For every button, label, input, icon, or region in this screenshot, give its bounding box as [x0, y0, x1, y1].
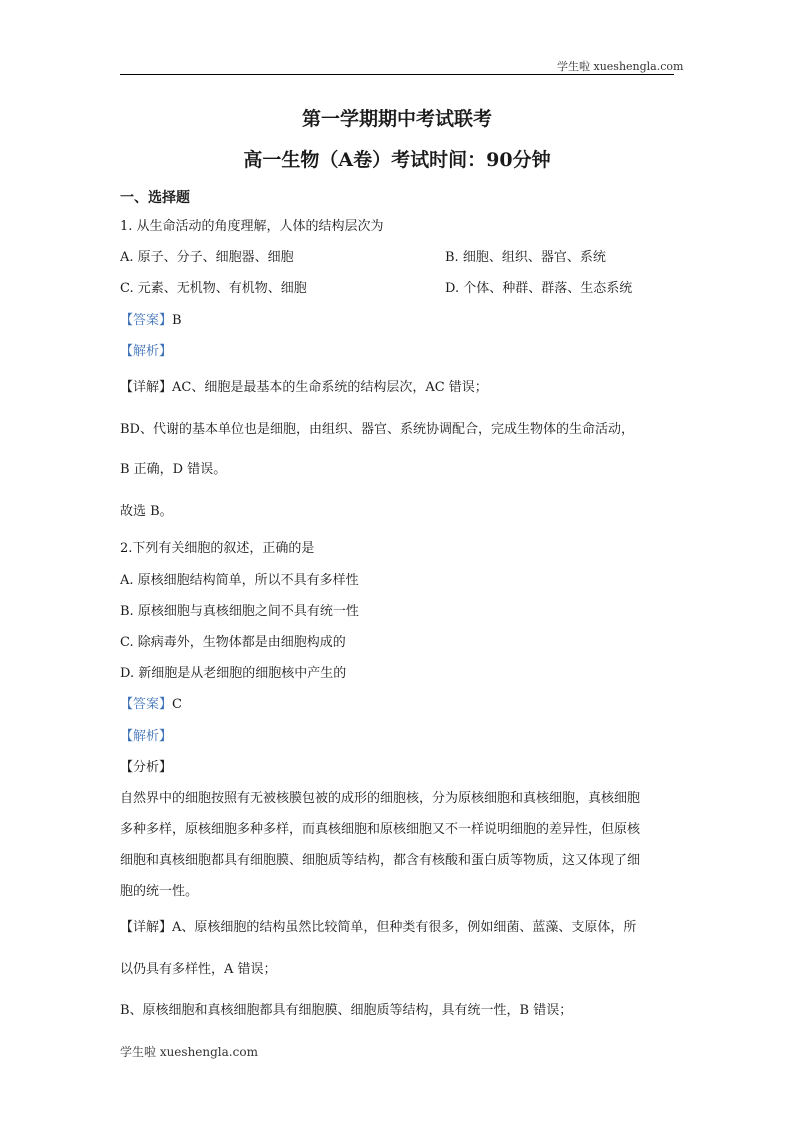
q1-answer	[120, 314, 182, 327]
q2-fenxi-tag: 【分析】	[120, 760, 173, 775]
section-heading: 一、选择题	[120, 190, 190, 206]
q2-answer	[120, 698, 182, 711]
q1-detail-line-3: B 正确，D 错误。	[120, 462, 227, 477]
q2-option-a: A. 原核细胞结构简单，所以不具有多样性	[120, 573, 359, 588]
q2-analysis-line: 多种多样，原核细胞多种多样，而真核细胞和原核细胞又不一样说明细胞的差异性，但原核	[120, 822, 641, 837]
q2-answer-tag: 【答案】	[120, 697, 173, 712]
q1-option-c: C. 元素、无机物、有机物、细胞	[120, 281, 307, 296]
q1-analysis-tag: 【解析】	[120, 344, 173, 359]
q2-answer-value: C	[172, 697, 182, 712]
q2-analysis-line: 细胞和真核细胞都具有细胞膜、细胞质等结构，都含有核酸和蛋白质等物质，这又体现了细	[120, 853, 641, 868]
q1-answer-tag: 【答案】	[120, 313, 173, 328]
q2-option-b: B. 原核细胞与真核细胞之间不具有统一性	[120, 604, 359, 619]
q2-detail-line-2: 以仍具有多样性，A 错误；	[120, 962, 277, 977]
q1-stem: 1. 从生命活动的角度理解，人体的结构层次为	[120, 219, 384, 234]
page-subtitle: 高一生物（A卷）考试时间：90分钟	[243, 149, 551, 171]
q2-analysis-tag: 【解析】	[120, 729, 173, 744]
q2-option-c: C. 除病毒外，生物体都是由细胞构成的	[120, 635, 346, 650]
header-site: 学生啦 xueshengla.com	[557, 60, 684, 73]
q1-answer-value: B	[172, 313, 182, 328]
q2-option-d: D. 新细胞是从老细胞的细胞核中产生的	[120, 666, 347, 681]
q2-detail-line-1: 【详解】A、原核细胞的结构虽然比较简单，但种类有很多，例如细菌、蓝藻、支原体，所	[120, 920, 637, 935]
q2-stem: 2.下列有关细胞的叙述，正确的是	[120, 541, 315, 556]
header-rule	[120, 74, 674, 75]
q1-detail-line-1: 【详解】AC、细胞是最基本的生命系统的结构层次，AC 错误；	[120, 380, 488, 395]
page-title: 第一学期期中考试联考	[301, 108, 492, 130]
q1-detail-line-2: BD、代谢的基本单位也是细胞，由组织、器官、系统协调配合，完成生物体的生命活动，	[120, 422, 634, 437]
q1-option-b: B. 细胞、组织、器官、系统	[445, 250, 606, 265]
q1-option-d: D. 个体、种群、群落、生态系统	[445, 281, 633, 296]
q2-detail-line-3: B、原核细胞和真核细胞都具有细胞膜、细胞质等结构，具有统一性，B 错误；	[120, 1003, 573, 1018]
q2-analysis-line: 自然界中的细胞按照有无被核膜包被的成形的细胞核，分为原核细胞和真核细胞，真核细胞	[120, 791, 641, 806]
footer-site: 学生啦 xueshengla.com	[120, 1045, 258, 1059]
q1-option-a: A. 原子、分子、细胞器、细胞	[120, 250, 294, 265]
q2-analysis-line: 胞的统一性。	[120, 884, 199, 899]
q1-conclusion: 故选 B。	[120, 504, 173, 519]
